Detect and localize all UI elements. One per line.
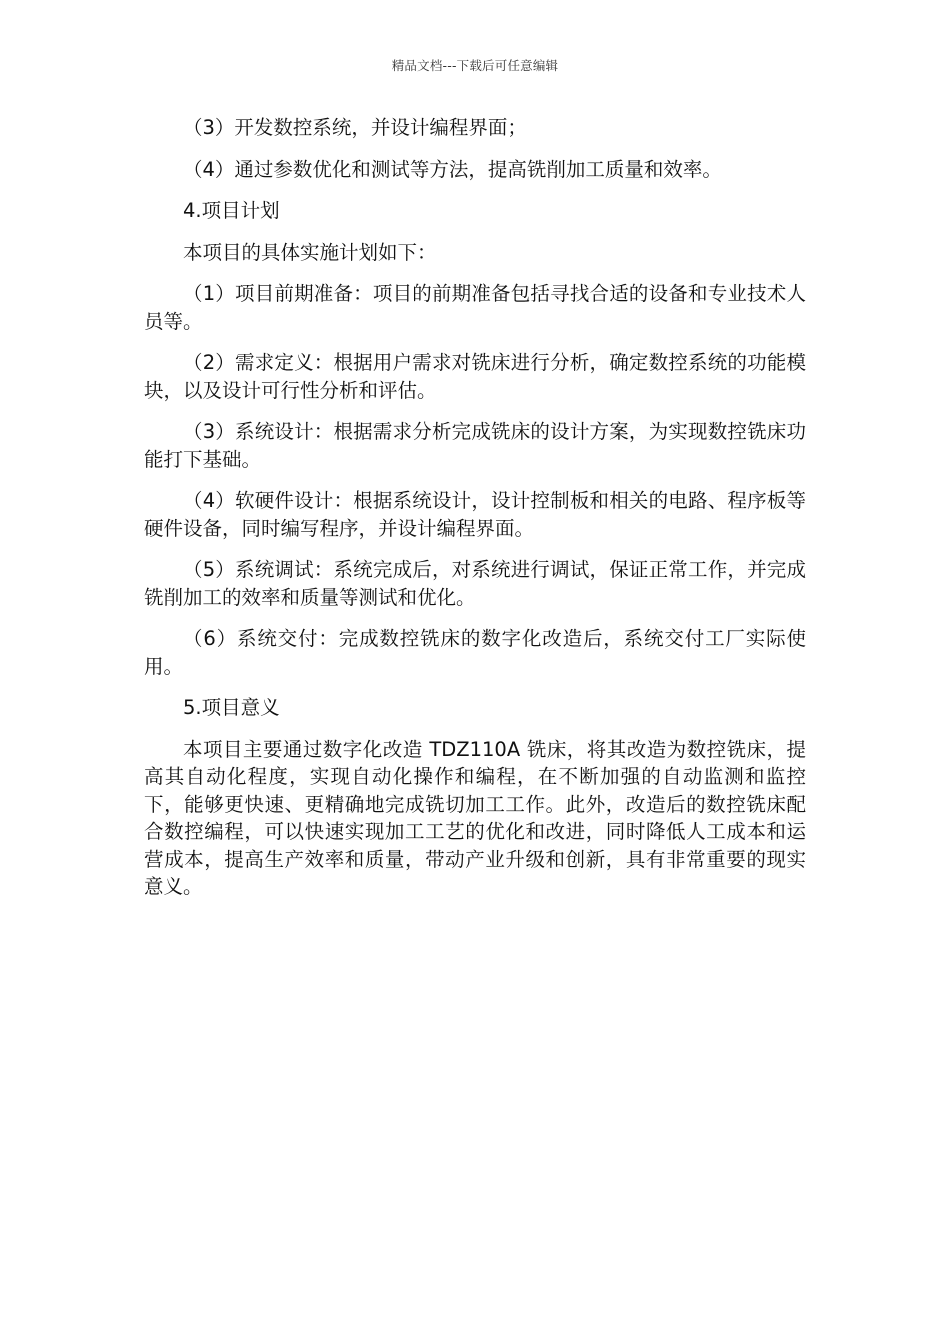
significance-paragraph: 本项目主要通过数字化改造 TDZ110A 铣床，将其改造为数控铣床，提高其自动化程度，实现自动化操作和编程，在不断加强的自动监测和监控下，能够更快速、更精确地完成铣切加工工作。此外，改造后的数控铣床配合数控编程，可以快速实现加工工艺的优化和改进，同时降低人工成本和运营成本，提高生产效率和质量，带动产业升级和创新，具有非常重要的现实意义。 <box>144 737 806 898</box>
document-body <box>144 114 806 915</box>
plan-step-4: （4）软硬件设计：根据系统设计，设计控制板和相关的电路、程序板等硬件设备，同时编写程序，并设计编程界面。 <box>144 489 806 540</box>
plan-step-5: （5）系统调试：系统完成后，对系统进行调试，保证正常工作，并完成铣削加工的效率和质量等测试和优化。 <box>144 558 806 609</box>
plan-intro: 本项目的具体实施计划如下： <box>183 240 437 264</box>
section-heading-project-plan: 4.项目计划 <box>183 199 280 222</box>
list-item-goal-3: （3）开发数控系统，并设计编程界面； <box>183 116 527 139</box>
plan-step-3: （3）系统设计：根据需求分析完成铣床的设计方案，为实现数控铣床功能打下基础。 <box>144 420 806 471</box>
plan-step-1: （1）项目前期准备：项目的前期准备包括寻找合适的设备和专业技术人员等。 <box>144 282 806 333</box>
plan-step-6: （6）系统交付：完成数控铣床的数字化改造后，系统交付工厂实际使用。 <box>144 627 806 678</box>
section-heading-significance: 5.项目意义 <box>183 696 280 719</box>
plan-step-2: （2）需求定义：根据用户需求对铣床进行分析，确定数控系统的功能模块，以及设计可行性分析和评估。 <box>144 351 806 402</box>
list-item-goal-4: （4）通过参数优化和测试等方法，提高铣削加工质量和效率。 <box>183 157 722 181</box>
page-header: 精品文档---下载后可任意编辑 <box>391 58 559 73</box>
